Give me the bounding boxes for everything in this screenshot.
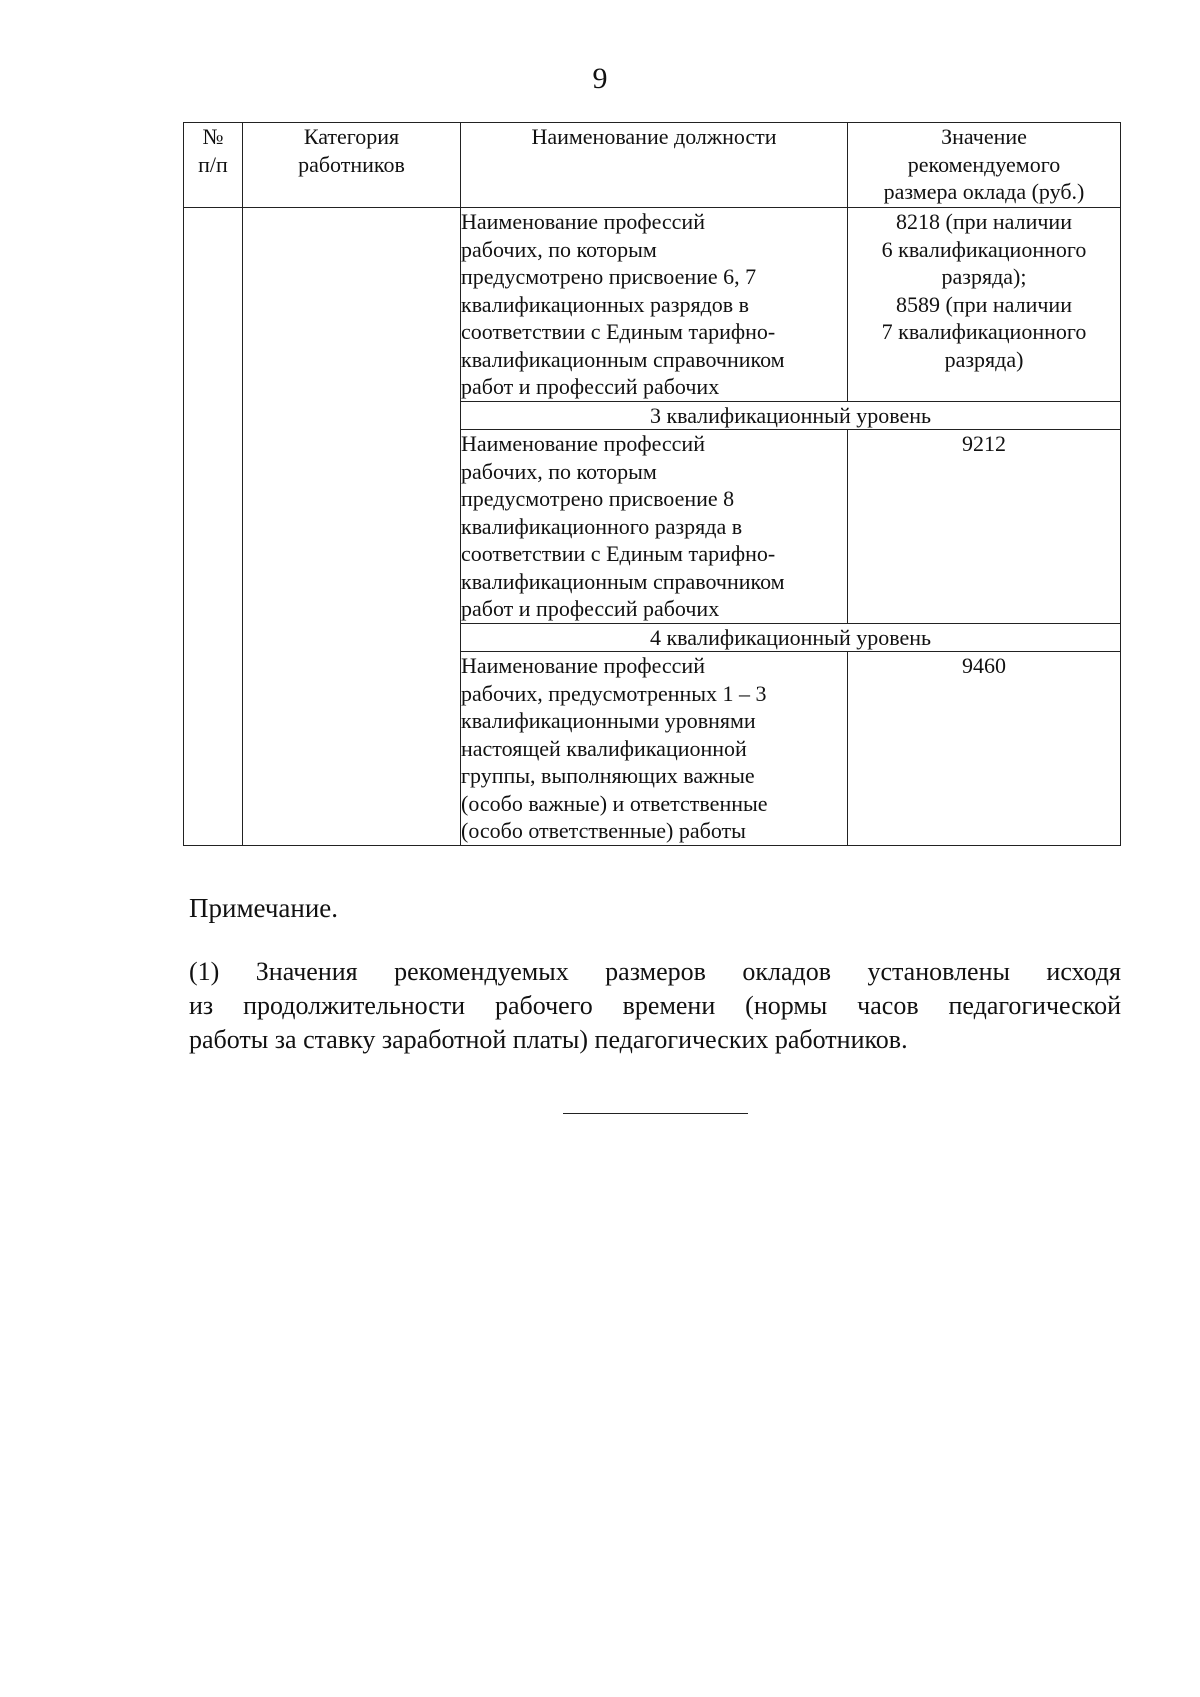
note-text (189, 955, 1121, 1057)
position-name-line: предусмотрено присвоение 6, 7 (461, 264, 757, 289)
position-name-cell (461, 430, 848, 624)
position-name-line: Наименование профессий (461, 431, 705, 456)
note-heading: Примечание. (189, 893, 339, 923)
position-name-line: Наименование профессий (461, 653, 705, 678)
position-name-line: рабочих, по которым (461, 458, 657, 484)
position-name-line: квалификационных разрядов в (461, 291, 750, 317)
header-value-line: Значение (941, 124, 1027, 149)
header-value-line: рекомендуемого (907, 151, 1061, 177)
header-category (243, 123, 461, 208)
table-header-row (184, 123, 1121, 208)
position-name-line: Наименование профессий (461, 209, 705, 234)
note-line: работы за ставку заработной платы) педагогических работников. (189, 1025, 908, 1054)
header-number-line: п/п (198, 151, 228, 177)
salary-value-cell: 9212 (848, 430, 1121, 624)
position-name-line: работ и профессий рабочих (461, 374, 720, 399)
position-name-line: (особо ответственные) работы (461, 818, 746, 843)
salary-value-line: 8589 (при наличии (896, 291, 1072, 317)
position-name-line: работ и профессий рабочих (461, 596, 720, 621)
end-divider (563, 1113, 748, 1114)
position-name-line: предусмотрено присвоение 8 (461, 486, 735, 511)
position-name-cell (461, 208, 848, 402)
header-salary-value (848, 123, 1121, 208)
header-category-line: работников (298, 151, 405, 177)
position-name-line: группы, выполняющих важные (461, 763, 755, 788)
salary-value-cell: 9460 (848, 652, 1121, 846)
position-name-line: (особо важные) и ответственные (461, 790, 768, 816)
header-position-line: Наименование должности (531, 124, 777, 149)
qualification-level-3: 3 квалификационный уровень (461, 401, 1121, 430)
position-name-line: квалификационного разряда в (461, 513, 743, 539)
position-name-line: квалификационным справочником (461, 346, 785, 372)
position-name-line: квалификационным справочником (461, 568, 785, 594)
header-number (184, 123, 243, 208)
header-number-line: № (202, 124, 224, 149)
position-name-line: настоящей квалификационной (461, 735, 747, 761)
salary-value-line: 8218 (при наличии (896, 209, 1072, 234)
qualification-level-4: 4 квалификационный уровень (461, 623, 1121, 652)
position-name-line: квалификационными уровнями (461, 708, 756, 733)
salary-table (183, 122, 1121, 846)
salary-value-line: разряда); (941, 264, 1027, 289)
salary-value-line: разряда) (944, 346, 1024, 372)
header-position (461, 123, 848, 208)
table-row (184, 208, 1121, 402)
position-name-line: рабочих, по которым (461, 236, 657, 262)
position-name-line: соответствии с Единым тарифно- (461, 541, 776, 566)
header-category-line: Категория (303, 124, 400, 149)
position-name-cell (461, 652, 848, 846)
note-line: (1) Значения рекомендуемых размеров окладов установлены исходя (189, 957, 1121, 986)
header-value-line: размера оклада (руб.) (883, 179, 1085, 204)
salary-value-cell (848, 208, 1121, 402)
salary-value-line: 6 квалификационного (881, 236, 1087, 262)
position-name-line: рабочих, предусмотренных 1 – 3 (461, 680, 767, 706)
page-number: 9 (592, 62, 608, 95)
number-cell-empty (184, 208, 243, 846)
salary-value-line: 7 квалификационного (881, 319, 1087, 344)
note-line: из продолжительности рабочего времени (нормы часов педагогической (189, 991, 1121, 1020)
category-cell-empty (243, 208, 461, 846)
position-name-line: соответствии с Единым тарифно- (461, 319, 776, 344)
